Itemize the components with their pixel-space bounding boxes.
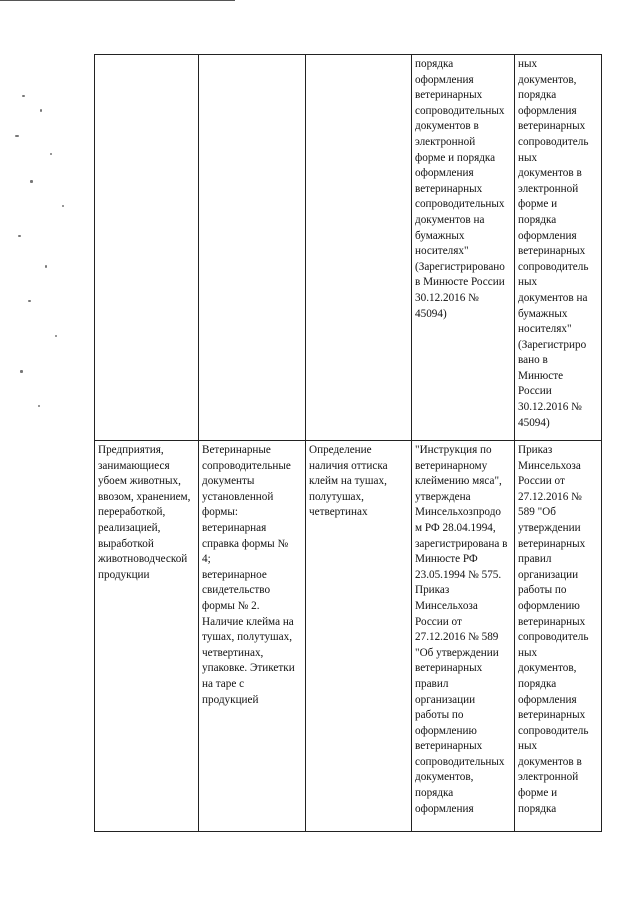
cell-text: порядка оформления ветеринарных сопроводительных документов в электронной форме и порядка оформления ветеринарных сопроводительных документов на бумажных носителях" (Зарегистрировано в Минюсте России 30.12.2016 № 45094) [415, 58, 505, 320]
cell-regulation-2 [515, 441, 602, 832]
cell-regulation [412, 441, 515, 832]
cell-text: Ветеринарные сопроводительные документы установленной формы: ветеринарная справка формы № 4; ветеринарное свидетельство формы № 2. Наличие клейма на тушах, полутушах, четвертинах, упаковке. Этикетки на таре с продукцией [202, 444, 295, 706]
cell-subject [95, 441, 199, 832]
cell-documents [199, 441, 306, 832]
cell-regulation [412, 55, 515, 441]
table-row [95, 441, 602, 832]
cell-text: Предприятия, занимающиеся убоем животных, ввозом, хранением, переработкой, реализацией, выработкой животноводческой продукции [98, 444, 191, 581]
cell-text: Определение наличия оттиска клейм на тушах, полутушах, четвертинах [309, 444, 388, 519]
scan-edge-line [0, 0, 235, 1]
cell-subject [95, 55, 199, 441]
cell-check [306, 55, 412, 441]
cell-documents [199, 55, 306, 441]
cell-text: "Инструкция по ветеринарному клеймению мяса", утверждена Минсельхозпродо м РФ 28.04.1994, зарегистрирована в Минюсте РФ 23.05.1994 № 575. Приказ Минсельхоза России от 27.12.2016 № 589 "Об утверждении ветеринарных правил организации работы по оформлению ветеринарных сопроводительных документов, порядка оформления [415, 444, 508, 815]
table-row [95, 55, 602, 441]
cell-text: Приказ Минсельхоза России от 27.12.2016 № 589 "Об утверждении ветеринарных правил организации работы по оформлению ветеринарных сопроводитель ных документов, порядка оформления ветеринарных сопроводитель ных документов в электронной форме и порядка [518, 444, 589, 815]
scan-margin-noise [10, 95, 80, 425]
cell-check [306, 441, 412, 832]
cell-regulation-2 [515, 55, 602, 441]
regulation-table [94, 54, 602, 832]
cell-text: ных документов, порядка оформления ветеринарных сопроводитель ных документов в электронной форме и порядка оформления ветеринарных сопроводитель ных документов на бумажных носителях" (Зарегистриро вано в Минюсте России 30.12.2016 № 45094) [518, 58, 589, 429]
